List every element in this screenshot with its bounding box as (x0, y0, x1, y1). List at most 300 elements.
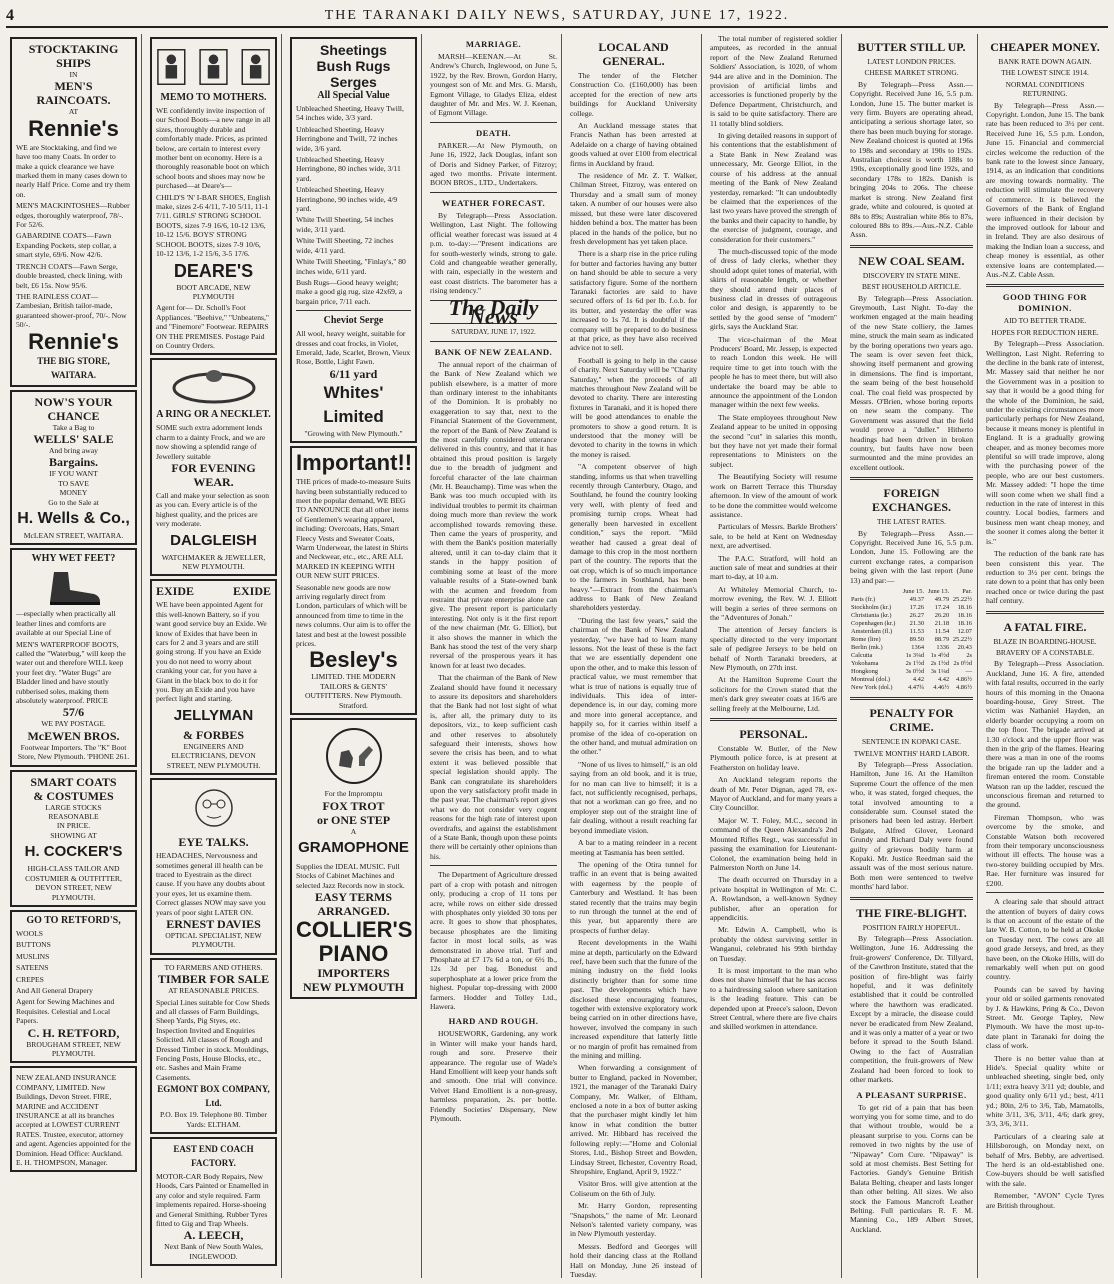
ad-item: White Twill Sheeting, 72 inches wide, 4/11 yard. (296, 236, 394, 255)
section-heading: PERSONAL. (739, 727, 808, 742)
ad-address: Next Bank of New South Wales, INGLEWOOD. (164, 1242, 263, 1261)
ad-heading: MEMO TO MOTHERS. (160, 92, 267, 103)
ad-line: Go to the Sale at (48, 497, 99, 507)
ad-brand: EGMONT BOX COMPANY, Ltd. (157, 1084, 270, 1109)
ad-line: NOW'S YOUR (34, 394, 113, 409)
ad-address: ENGINEERS AND ELECTRICIANS, DEVON STREET, NEW PLYMOUTH. (166, 741, 261, 770)
article-text: To get rid of a pain that has been worrying you for some time, and to do that without trouble, would be a pleasant surprise to you. Corns can be removed in two nights by the use of "Nipaway" Corn Cure. "Nipaway" is sold at most chemists. Best Setting for Factories. Gandy's Genuine British Balata Belting, cheaper and lasts longer than other belting. All sizes. We also stock the Famous Mancroft Leather Belting. Full particulars R. F. M. Manning Co., 189 Albert Street, Auckland. (850, 1102, 973, 1234)
article-paragraph: An Auckland telegram reports the death of Mr. Peter Dignan, aged 78, ex-Mayor of Auckland, and for many years a City Councillor. (710, 775, 837, 813)
ad-item: Unbleached Sheeting, Heavy Herringbone, 80 inches wide, 3/11 yard. (296, 155, 401, 183)
ad-heading: Serges (330, 74, 377, 90)
ad-line: WE PAY POSTAGE. (41, 719, 106, 729)
section-heading: NEW COAL SEAM. (858, 253, 965, 268)
coach-ad (150, 1137, 277, 1266)
table-row (850, 652, 973, 660)
gramophone-dog-illustration (296, 726, 411, 786)
ad-line: AT (68, 107, 79, 117)
article-paragraph: Mr. Harry Gordon, representing "Snapshots," the name of Mr. Leonard Nelson's talented variety company, was in New Plymouth yesterday. (570, 1201, 697, 1239)
article-paragraph: Football is going to help in the cause of charity. Next Saturday will be "Charity Saturday," when the proceeds of all matches throughout New Zealand will be devoted to charity. There are interesting fixtures in Taranaki, and it is hoped there will be good attendances to enable the promoters to show a good return. It is understood that the money will be devoted to charity in the towns in which the money is raised. (570, 355, 697, 459)
ad-text: —especially when practically all leather lines and comforts are available at our Special Line of (16, 609, 116, 638)
table-row (850, 676, 973, 684)
article-text: The Department of Agriculture dressed part of a crop with potash and nitrogen only, producing a crop of 11 tons per acre, while rows on either side dressed with phosphates only yielded 30 tons per acre. It goes to show that phosphates, because phosphates are the limiting factor in most local soils, as was demonstrated in above trial. Turf and Phosphate at £7 17s 6d a ton, or 6½ lb., 12s 3d per bag. Bonedust and superphosphate at a lower price from the highest. Popular top-dressing with 2000 farmers. Hodder and Tolley Ltd., Hawera. (430, 870, 557, 1011)
article-text: A clearing sale that should attract the attention of buyers of dairy cows is that on account of the estate of the late W. B. Cotton, to be held at Okoke on Tuesday next. The cows are all good grade Jerseys, and bred, as they have been, on the Okoke Hills, will do remarkably well when put on good country. (986, 897, 1104, 982)
ad-item: Unbleached Sheeting, Heavy Herringbone, 90 inches wide, 4/9 yard. (296, 185, 398, 214)
table-cell: 2s (966, 652, 972, 660)
article-paragraph: Visitor Bros. will give attention at the Coliseum on the 6th of July. (570, 1179, 697, 1198)
school-shoes-illustration (156, 45, 271, 89)
ad-brand: & FORBES (182, 727, 244, 742)
article-text: By Telegraph—Press Association. Wellington, Last Night. The following official weather forecast was issued at 4 p.m. to-day:—"Present indications are for south-westerly winds, strong to gale. Cold and changeable weather generally, with rain, especially in the western and east coast districts. The barometer has a rising tendency." (430, 210, 557, 296)
ad-heading: TIMBER FOR SALE (157, 972, 270, 987)
article-paragraph: Major W. T. Foley, M.C., second in command of the Queen Alexandra's 2nd Mounted Rifles Regt., was successful in passing the examination for Lieutenant-Colonel, the examination being held in Palmerston North on June 14. (710, 815, 837, 872)
article-text: By Telegraph—Press Association. Wellington, Last Night. Referring to the decline in the bank rate of interest, Mr. Massey said that neither he nor the Government was in a position to say that it would be a good thing for the whole of the Dominion, he said, under the existing circumstances more particularly perhaps for New Zealand, because it means money is plentiful in England. It is a gradually growing cheaper, and as money becomes more plentiful so will trade improve, along with the purchasing power of the people, who are our best customers. Mr. Massey added: "I hope the time will soon come when we shall find a reduction in the rate of interest in this country. Local bodies, farmers and business men want cheap money, and the sooner it comes along the better it is." (986, 339, 1104, 546)
article-paragraph: There is a sharp rise in the price ruling for butter and factories having any butter on hand should be able to secure a very satisfactory figure. Some of the northern Taranaki factories are said to have secured offers of 1s 6d per lb. f.o.b. for its butter, and yesterday the offer was increased to 1s 7d. It is doubtful if the company will be prepared to do business at that price, as they have also received advice not to sell. (570, 249, 697, 353)
ad-text: NEW ZEALAND INSURANCE COMPANY, LIMITED. New Buildings, Devon Street. FIRE, MARINE and ACCIDENT INSURANCE at all its branches accepted at LOWEST CURRENT RATES. Trustee, executor, attorney and agent. Agencies appointed for the Dominion. Head Office: Auckland. E. H. THOMPSON, Manager. (16, 1073, 131, 1168)
ad-brand: DALGLEISH (170, 531, 257, 549)
table-cell: 89.50 (909, 636, 925, 644)
section-subheading: LATEST LONDON PRICES. (867, 57, 956, 66)
ad-address: BOOT ARCADE, NEW PLYMOUTH (176, 282, 251, 301)
table-cell: Montreal (dol.) (851, 676, 891, 684)
ad-brand: H. Wells & Co., (17, 509, 130, 527)
article-paragraph: "A competent observer of high standing, informs us that when travelling recently through Canterbury, Otago, and Southland, he found the country looking very well, with plenty of feed and promising turnip crops. Wheat had generally been harvested in excellent condition," says the report. "Mild weather had caused a great deal of damage to this crop in the most northern part of the country. The reports that the oat crop, which is of so much importance to the farmers in Southland, has been heavy."—Extract from the chairman's address to Bank of New Zealand shareholders yesterday. (570, 462, 697, 613)
ad-line: Take a Bag to (52, 422, 95, 432)
table-cell: 4.42 (937, 676, 950, 684)
insurance-ad (10, 1066, 137, 1172)
ad-item: Unbleached Sheeting, Heavy Twill, 54 inches wide, 3/3 yard. (296, 104, 404, 123)
article-paragraph: The Beautifying Society will resume work on Barrett Terrace this Thursday afternoon. In view of the amount of work to be done the committee would welcome assistance. (710, 472, 837, 519)
table-cell: 17.26 (909, 604, 925, 612)
article-text: By Telegraph—Press Assn.—Copyright. London, June 15. The bank rate has been reduced to 3½ per cent. Received June 16, 5.5 p.m. London, June 15. Financial and commercial circles welcome the reduction of the bank rate to the lowest since January, 1914, as an indication that conditions are moving towards normality. The reduction will stimulate the recovery of commerce. It is believed the Governors of the Bank of England were influenced in their decision by the improved outlook for labour and in Ireland. They are also desirous of making the Indian loan a success, and cheap money is essential, as other extensive loans are contemplated.—Aus.-N.Z. Cable Assn. (986, 100, 1104, 279)
ad-line: WELLS' SALE (33, 431, 114, 446)
ad-item: CREPES (16, 974, 44, 984)
ad-line: Bargains. (48, 455, 98, 470)
table-cell: 4.86½ (956, 684, 972, 692)
table-cell: 3s 0½d (905, 668, 925, 676)
table-cell: 1s 4½d (930, 652, 950, 660)
ad-line: IN PRICE. (56, 821, 91, 831)
masthead-title: THE TARANAKI DAILY NEWS, SATURDAY, JUNE 17, 1922. (324, 8, 790, 23)
cocker-ad (10, 770, 137, 907)
article-paragraph: In giving detailed reasons in support of his contentions that the establishment of a State Bank in New Zealand was unnecessary, Mr. George Elliot, in the course of his address at the annual meeting of the Bank of New Zealand yesterday, remarked: "It can undoubtedly be claimed that the experiences of the last two years have proved the strength of the banks and their capacity to handle, by the exercise of judgment, courage, and consideration for their customers." (710, 131, 837, 244)
table-cell: 17.24 (934, 604, 950, 612)
ad-line: A (350, 826, 357, 836)
ad-brand: McEWEN BROS. (27, 728, 120, 743)
ad-text: Agent for Sewing Machines and Requisites. Celestial and Local Papers. (16, 997, 115, 1026)
column-5 (566, 34, 702, 1278)
table-cell: Rome (lire) (851, 636, 881, 644)
article-paragraph: The total number of registered soldier amputees, as recorded in the annual report of the New Zealand Returned Soldiers' Association, is 1020, of whom 944 are alive and in the Dominion. The provision of artificial limbs and accessories is functioned properly by the Defence Department, Christchurch, and is said to be quite satisfactory. There are 11 totally blind soldiers. (710, 34, 837, 128)
table-cell: 2s 1½d (930, 660, 950, 668)
article-paragraph: A bar to a mating reindeer in a recent meeting at Tasmania has been settled. (570, 838, 697, 857)
ad-item: White Twill Sheeting, "Finlay's," 80 inches wide, 6/11 yard. (296, 257, 406, 276)
table-cell: 26.20 (934, 612, 950, 620)
whites-ad (290, 37, 417, 443)
ad-line: FOX TROT (322, 798, 385, 813)
ad-brand: A. LEECH, (183, 1228, 244, 1243)
ad-item: SATEENS (16, 963, 49, 973)
section-subheading: THE LATEST RATES. (876, 517, 947, 527)
ad-item: BUTTONS (16, 940, 51, 950)
section-subheading: THE LOWEST SINCE 1914. (1001, 68, 1089, 78)
table-row (850, 620, 973, 628)
column-7 (846, 34, 978, 1278)
table-cell: Yokohama (851, 660, 879, 668)
ad-heading: EYE TALKS. (178, 835, 249, 850)
table-cell: Stockholm (kr.) (851, 604, 892, 612)
article-text: The reduction of the bank rate has been consistent this year. The reduction to 3½ per cent. brings the rate down to a point that has only been reached once or twice during the past half century. (986, 549, 1104, 606)
ad-text: Supplies the IDEAL MUSIC. Full Stocks of Cabinet Machines and selected Jazz Records now in stock. (296, 861, 405, 890)
table-cell: 12.07 (957, 628, 972, 636)
ad-brand: JELLYMAN (173, 706, 254, 724)
table-row (850, 644, 973, 652)
section-subheading: BRAVERY OF A CONSTABLE. (996, 647, 1094, 657)
ad-address: WATCHMAKER & JEWELLER, NEW PLYMOUTH. (161, 552, 266, 571)
table-cell: Paris (fr.) (851, 596, 876, 604)
ad-address: OPTICAL SPECIALIST, NEW PLYMOUTH. (165, 930, 262, 950)
column-1 (6, 34, 142, 1278)
ad-line: And bring away (49, 445, 98, 455)
ad-line: LARGE STOCKS (45, 802, 102, 812)
column-3 (286, 34, 422, 1278)
ad-brand: PIANO (318, 941, 389, 967)
ad-text: HEADACHES, Nervousness and sometimes general ill health can be traced to Eyestrain as the direct cause. If you have any doubts about your eyes, let us examine them. Correct glasses NOW may save you years of poor sight LATER ON. (156, 851, 266, 917)
ad-brand: Rennie's (28, 328, 119, 354)
table-cell: 20.43 (957, 644, 972, 652)
table-cell: 21.18 (934, 620, 950, 628)
table-cell: Copenhagen (kr.) (851, 620, 896, 628)
table-header (850, 588, 900, 596)
table-cell: 2s 0½d (953, 660, 972, 668)
wells-ad (10, 390, 137, 546)
section-subheading: BEST HOUSEHOLD ARTICLE. (862, 282, 961, 292)
ad-text: WE have been appointed Agent for this well-known Battery, so if you want good service buy an Exide. We know of Exides that have been in cars for 2 and 3 years and are still going strong. If you have an Exide you do not need to worry about cranking your car, for you have a Giant in the black box to do it for you. Buy an Exide and you have perfect light and starting. (156, 600, 267, 704)
notice-text: PARKER.—At New Plymouth, on June 16, 1922, Jack Douglas, infant son of Doris and Sidney Parker, of Fitzroy; aged two months. Private interment. BOON BROS., LTD., Undertakers. (430, 140, 557, 188)
article-paragraph: The much-discussed topic of the mode of dress of lady clerks, whether they should adopt quiet tones of material, with skirts of reasonable length, or whether they should attend their places of business clad in dresses of outrageous color and design, is apparently to be settled by the good sense of "modern" girls, says the Auckland Star. (710, 246, 837, 332)
article-paragraph: The P.A.C. Stratford, will hold an auction sale of meat and sundries at their mart to-day, at 10 a.m. (710, 553, 837, 582)
table-header: June 15. (902, 588, 925, 596)
ad-line: EXIDE (156, 584, 195, 599)
ad-text: CHILD'S 'N' I-BAR SHOES, English make, sizes 2-6 4/11, 7-10 5/11, 11-1 7/11. GIRLS' STRONG SCHOOL BOOTS, sizes 7-9 16/6, 10-12 13/6, 10-12 15/6. BOYS' STRONG SCHOOL BOOTS, sizes 7-9 10/6, 10-12 13/6, 1-2 15/6, 3-5 17/6. (156, 192, 271, 259)
table-cell: 1s 3¼d (905, 652, 925, 660)
ad-address: McLEAN STREET, WAITARA. (23, 530, 124, 540)
editorial-text: The annual report of the chairman of the Bank of New Zealand which we publish elsewhere, is a matter of more than ordinary interest to the inhabitants of the Dominion. It is probably no exaggeration to say that, next to the Financial Statement of the Government, the report of the Bank of New Zealand is the most carefully considered utterance delivered in this country, and that it has obtained this proud position is largely due to the breadth of judgment and forceful character of the late chairman (Mr. H. Beauchamp). Time was when the Bank was too much occupied with its individual troubles to permit its chairman doing much more than review the work accomplished towards removing these. Then came the years of prosperity, and with them the Bank's position materially altered, until it can to-day claim that it stands in the happy position of combining some at least of the more valuable results of a State-owned bank with the acumen and freedom from restraint that private enterprise alone can give. The present report is particularly interesting. Not only is it the first report of the new chairman (Mr. G. Elliot), but it also shows the manner in which the Bank has stood the test of the very sharp reversal of the prosperous years it has known for at least two decades. (430, 359, 557, 670)
notice-text: MARSH—KEENAN.—At St. Andrew's Church, Inglewood, on June 5, 1922, by the Rev. Brown, Gordon Harry, youngest son of Mr. and Mrs. G. Marsh, Egmont Village, to Gladys Eliza, eldest daughter of Mr. and Mrs. W. J. Keenan, of Egmont Village. (430, 52, 557, 118)
flag-date: SATURDAY, JUNE 17, 1922. (430, 328, 557, 341)
ad-line: AT REASONABLE PRICES. (168, 986, 259, 996)
ad-line: TO FARMERS AND OTHERS. (164, 962, 263, 972)
section-heading: GOOD THING FOR DOMINION. (1002, 292, 1088, 314)
ad-line: FOR EVENING WEAR. (171, 460, 256, 489)
table-cell: Christiania (kr.) (851, 612, 892, 620)
ad-address: P.O. Box 19. Telephone 80. Timber Yards: ELTHAM. (159, 1110, 268, 1129)
ad-line: SHIPS (56, 56, 91, 70)
face-illustration (156, 786, 271, 832)
exchange-table (850, 588, 973, 692)
table-row (850, 684, 973, 692)
table-row (850, 660, 973, 668)
ad-address: HIGH-CLASS TAILOR AND COSTUMIER & OUTFITTER, DEVON STREET, NEW PLYMOUTH. (25, 864, 122, 902)
ad-brand: C. H. RETFORD, (27, 1025, 120, 1040)
ad-line: Rennie's (28, 115, 119, 141)
ad-line: CHANCE (47, 408, 100, 423)
column-6 (706, 34, 842, 1278)
ad-brand: Whites' Limited (323, 382, 384, 426)
article-text: By Telegraph—Press Assn.—Copyright. Received June 16, 5.5 p.m. London, June 15. The butter market is very firm. Buyers are operating ahead, anticipating a serious shortage later, so there has been much buying for storage. New Zealand choicest is quoted at 196s to 198s and secondary at 190s to 192s. Australian choicest is worth 188s to 190s, exceptionally good line 192s, and secondary 178s to 182s. Danish is bringing 204s to 206s. The cheese market is strong. New Zealand first grade, white and coloured, is quoted at 88s to 89s; Australian white 86s to 87s, coloured 88s to 89s.—Aus.-N.Z. Cable Assn. (850, 79, 973, 240)
article-text: HOUSEWORK, Gardening, any work in Winter will make your hands hard, rough and sore. Preserve their appearance. The regular use of Wade's Hand Emollient will keep your hands soft and smooth. One trial will convince. Velvet Hand Emollient is a non-greasy, harmless preparation, 2s. per bottle. Friendly Societies' Dispensary, New Plymouth. (430, 1029, 557, 1124)
section-heading: FOREIGN EXCHANGES. (871, 486, 951, 515)
section-heading: A FATAL FIRE. (1003, 619, 1087, 634)
article-paragraph: Particulars of Messrs. Barkle Brothers' sale, to be held at Kent on Wednesday next, are advertised. (710, 522, 837, 551)
article-paragraph: It is most important to the man who does not shave himself that he has access to a hairdressing saloon where sanitation is the leading feature. This can be depended upon at Preece's saloon, Devon Street Central, where there are five chairs and skilled workmen in attendance. (710, 965, 837, 1032)
article-text: Particulars of a clearing sale at Hillsborough, on Monday next, on behalf of Mrs. Bebby, are advertised. The herd is an old-established one. Cow-buyers should be well satisfied with the sale. (986, 1131, 1104, 1188)
table-cell: 88.79 (934, 636, 950, 644)
colliers-ad (290, 718, 417, 999)
ad-price: 6/11 yard (329, 366, 378, 381)
article-paragraph: At the Hamilton Supreme Court the solicitors for the Crown stated that the men's dark grey sweater coats at 16/6 are selling freely at the Melbourne, Ltd. (710, 675, 837, 713)
table-cell: 49.79 (934, 596, 950, 604)
column-4 (426, 34, 562, 1278)
ad-address: THE BIG STORE, WAITARA. (37, 355, 110, 380)
article-text: Fireman Thompson, who was overcome by the smoke, and Constable Watson both recovered from their temporary unconsciousness without ill effects. The house was a two-storey building occupied by Mrs. Rae. Her furniture was insured for £200. (986, 812, 1104, 888)
mcewen-ad (10, 548, 137, 766)
ad-subheading: Cheviot Serge (323, 315, 384, 327)
article-paragraph: "During the last few years," said the chairman of the Bank of New Zealand yesterday, "we have had to learn many lessons. Not the least of these is the fact that we are essentially dependent one upon the other, and to make this lesson of practical value, we must remember that what is true of nations is equally true of individuals. This idea of inter-dependence is, in our day, coming more and more into general acceptance, and happily so, for it carries within itself a promise of the idea of co-operation on the other hand, and mutual admiration on the other." (570, 615, 697, 757)
article-text: Pounds can be saved by having your old or soiled garments renovated by J. & Hawkins, Pring & Co., Devon Street. Mr. George Tapley, New Plymouth. We have the most up-to-date plant in Taranaki for doing the class of work. (986, 984, 1104, 1051)
table-cell: — (965, 668, 972, 676)
article-text: By Telegraph—Press Association. Auckland, June 16. A fire, attended with fatal results, occurred in the early hours of this morning in the Onaona boarding-house, Grey Street. The victim was Nathaniel Hayden, an elderly boarder occupying a room on the top floor. The brigade arrived at 1.30 o'clock and the upper floor was then in the grip of the flames. Hearing there was a man in one of the rooms the brigade ran up the ladder and a fireman entered the room. Constable Watson ran up the ladder, rescued the unconscious fireman and returned to the ground. (986, 659, 1104, 810)
masthead (6, 6, 1108, 28)
table-cell: Hongkong (851, 668, 878, 676)
table-row (850, 636, 973, 644)
ad-text: Special Lines suitable for Cow Sheds and all classes of Farm Buildings, Sheep Yards, Pig Styes, etc. Inspection Invited and Enquiries Solicited. All classes of Rough and Dressed Timber in stock. Mouldings, Fencing Posts, House Blocks, etc., etc. Sashes and Main Frame Casements. (156, 997, 270, 1082)
table-row (850, 668, 973, 676)
article-paragraph: When forwarding a consignment of butter to England, packed in November, 1921, the manager of the Taranaki Dairy Company, Mr. Walker, of Eltham, enclosed a note in a box of butter asking that the purchaser might kindly let him know in what condition the butter arrived. Mr. Hibbard has received the following reply:—"Home and Colonial Stores, Ltd., Bishop Street and Bowden, Lindsay Street, Ilchester, Coventry Road, Shropshire, England, April 9, 1922." (570, 1063, 697, 1176)
ad-address: LIMITED. THE MODERN TAILORS & GENTS' OUTFITTERS. New Plymouth. Stratford. (304, 672, 403, 710)
article-text: By Telegraph—Press Association. Hamilton, June 16. At the Hamilton Supreme Court the offence of the men who, it was stated, forged cheques, the total involved amounting to a considerable sum. Counsel stated the prisoners had been led astray. Herbert Bulgate, Alfred Glover, Leonard Grundy and Richard Daly were found guilty of grievous bodily harm at Kopaki. Mr. Justice Reedman said the assault was of the most serious nature. Both men were sentenced to twelve months' hard labor. (850, 759, 973, 892)
ad-line: EASY TERMS ARRANGED. (314, 890, 393, 919)
table-cell: 49.37 (909, 596, 925, 604)
ring-illustration (156, 366, 271, 406)
article-paragraph: "None of us lives to himself," is an old saying from an old book, and it is true, for no man can live to himself; it is a fact, not sufficiently recognised, perhaps, that not a workman can go free, and no employer step out of the straight line of fair dealing, without a result reaching far beyond immediate vision. (570, 759, 697, 835)
ad-text: Agent for— Dr. Scholl's Foot Appliances. "Beehive," "Unbeatens," and "Finemore" Footwear. REPAIRS ON THE PREMISES. Postage Paid on Country Orders. (156, 303, 269, 350)
table-cell: 1336 (936, 644, 950, 652)
besley-ad (290, 446, 417, 715)
table-header: Par. (962, 588, 972, 596)
article-paragraph: Recent developments in the Waihi mine at depth, particularly on the Edward reef, have been such that the future of the mining industry on the field looks distinctly brighter than for some time past. The developments which have disclosed these encouraging features, together with extensive exploratory work being carried on in other directions have, however, involved the company in such increased expenditure that latterly little or no margin of profit has remained from the mining and milling. (570, 938, 697, 1061)
ad-line: IF YOU WANT (49, 469, 98, 479)
column-8 (982, 34, 1108, 1278)
section-subheading: SENTENCE IN KOPAKI CASE. (861, 737, 962, 747)
exide-ad (150, 579, 277, 775)
ad-text: THE prices of made-to-measure Suits having been substantially reduced to meet the popular demand, WE BEG TO ANNOUNCE that all other items of Gentlemen's wearing apparel, including: Overcoats, Hats, Smart Fleecy Vests and Sweater Coats, Warm Underwear, the latest in Shirts and Neckwear, etc., etc., ARE ALL MARKED IN KEEPING WITH OUR NEW SUIT PRICES. (296, 477, 411, 581)
article-paragraph: An Auckland message states that Francis Nathan has been arrested at Adelaide on a charge of having obtained goods valued at over £100 from electrical firms in Auckland by fraud. (570, 121, 697, 168)
ad-address: Footwear Importers. The "K" Boot Store, New Plymouth. 'PHONE 261. (17, 742, 130, 762)
section-heading: HARD AND ROUGH. (448, 1016, 539, 1027)
ad-item: Unbleached Sheeting, Heavy Herringbone and Twill, 72 inches wide, 3/6 yard. (296, 124, 398, 153)
ad-line: STOCKTAKING (28, 42, 119, 56)
article-paragraph: The vice-chairman of the Meat Producers' Board, Mr. Jessep, is expected to reach London this week. He will require time to get into touch with the people he has to meet there, but will also undertake the board may be able to announce the appointment of the London manager within the next few weeks. (710, 334, 837, 410)
section-heading: THE FIRE-BLIGHT. (856, 905, 967, 920)
ad-line: IMPORTERS (317, 966, 390, 981)
article-text: Remember, "AVON" Cycle Tyres are British throughout. (986, 1191, 1104, 1210)
section-heading: MARRIAGE. (465, 39, 522, 49)
editorial-text: That the chairman of the Bank of New Zealand should have found it necessary to assure its depositors and shareholders that the Bank had not lost sight of what is, after all, the primary duty to its depositors, viz., to keep sufficient cash and other reserves to absolutely safeguard their interests, shows how severe the crisis has been, and to what extent it was believed possible that special legislation should apply. The Bank can congratulate its shareholders upon the very satisfactory profit made in the past year. The chairman's report gives what we do not consider very cogent reasons for the high rate of interest upon overdrafts, and against the establishment of a State Bank, though upon these points there will be certainly other opinions than his. (430, 673, 557, 861)
ad-heading: Sheetings (320, 42, 387, 58)
table-row (850, 596, 973, 604)
table-cell: 18.16 (957, 604, 972, 612)
timber-ad (150, 958, 277, 1134)
table-cell: 3s 1¼d (930, 668, 950, 676)
article-text: By Telegraph—Press Association. Greymouth, Last Night. To-day the workmen engaged at the main heading of the new State colliery, the James mine, struck the main seam as indicated by the boring operations two years ago. The seam is over seven feet thick, showing itself permanent and growing in dimensions. The find is important, the seam being of the best household coal. The coal field was prospected by Messrs. O'Brien, whose boring reports on new seam the company. The Government was assured that the field would prove a "duller." Hitherto headings had been driven in broken country, but faults have now been surmounted and the mine provides an excellent outlook. (850, 293, 973, 472)
ad-item: MUSLINS (16, 951, 50, 961)
article-paragraph: The attention of Jersey fanciers is specially directed to the very important sale of pedigree Jerseys to be held on behalf of North Taranaki breeders, at New Plymouth, on 27th inst. (710, 625, 837, 672)
section-heading: DEATH. (475, 127, 512, 138)
table-cell: 26.27 (909, 612, 925, 620)
ad-line: & COSTUMES (33, 788, 114, 803)
table-cell: 1364 (911, 644, 925, 652)
ad-heading: Important!! (296, 450, 413, 476)
page-number: 4 (6, 7, 14, 24)
ad-item: Bush Rugs—Good heavy weight; make a good gig rug, size 42x69, a bargain price, 7/11 each. (296, 277, 403, 306)
ad-text: WE confidently invite inspection of our School Boots—a new range in all sizes, thoroughly durable and comfortably made. Prices, as printed below, are certain to interest every mother bent on economy. Here is a thoroughly reasonable boot on which school boots and shoes may now be purchased—at Deare's— (156, 106, 271, 191)
article-paragraph: The State employees throughout New Zealand appear to be united in opposing the second "cut" in salaries this month, but they have not yet made their formal representations to Ministers on the subject. (710, 412, 837, 469)
table-cell: 18.16 (957, 620, 972, 628)
article-paragraph: The death occurred on Thursday in a private hospital in Wellington of Mr. C. A. Rowlandson, a well-known Sydney publisher, after an operation for appendicitis. (710, 875, 837, 922)
ad-line: NEW PLYMOUTH (302, 980, 404, 995)
ad-heading: Bush Rugs (316, 58, 391, 74)
ad-line: MEN'S RAINCOATS. (36, 79, 111, 108)
ad-brand: H. COCKER'S (24, 843, 123, 861)
section-subheading: NORMAL CONDITIONS RETURNING. (1005, 79, 1085, 99)
table-cell: 4.86½ (956, 676, 972, 684)
ad-heading: GO TO RETFORD'S, (26, 914, 121, 926)
ad-text: Call and make your selection as soon as you can. Every article is of the highest quality, and the prices are very moderate. (156, 490, 270, 529)
article-paragraph: The tender of the Fletcher Construction Co. (£160,000) has been accepted for the erection of new arts buildings for Auckland University college. (570, 71, 697, 118)
ad-brand: DEARE'S (173, 260, 254, 281)
section-subheading: BANK RATE DOWN AGAIN. (998, 57, 1092, 66)
ad-line: SMART COATS (30, 774, 117, 789)
table-cell: 4.47¾ (908, 684, 925, 692)
article-text: There is no better value than at Hide's. Special quality white or unbleached sheeting, single bed, only 1/11; extra heavy 3/11 yd; double, and good quality only 6/11 yd.; best, 4/11 yd.; 80in, 2/6 to 3/6, Tab, Mamatolls, white 3/11, 3/6, 3/11, 4/6; dark grey, 3/3, 3/6, 3/11. (986, 1053, 1104, 1129)
table-header-row (850, 588, 973, 596)
ad-text: All wool, heavy weight, suitable for dresses and coat frocks, in Violet, Emerald, Jade, Scarlet, Brown, Vieux Rose, Bottle, Light Fawn. (296, 329, 411, 367)
ad-line: IN (69, 70, 78, 79)
section-subheading: BLAZE IN BOARDING-HOUSE. (993, 636, 1097, 646)
table-row (850, 612, 973, 620)
ad-item: And All General Drapery (16, 985, 93, 995)
table-cell: Amsterdam (fl.) (851, 628, 893, 636)
column-2 (146, 34, 282, 1278)
section-heading: WEATHER FORECAST. (441, 197, 546, 208)
ad-line: or ONE STEP (316, 812, 391, 827)
ad-heading: GRAMOPHONE (298, 838, 409, 856)
article-paragraph: The opening of the Otira tunnel for traffic in an event that is being awaited with eagerness by the people of Canterbury and Westland. It has been stated recently that the trains may begin to run through the tunnel at the end of this year, but apparently there are prospects of further delay. (570, 859, 697, 935)
section-heading: A PLEASANT SURPRISE. (856, 1089, 967, 1100)
section-subheading: HOPES FOR REDUCTION HERE. (991, 327, 1099, 337)
ad-line: EXIDE (232, 584, 271, 599)
ad-brand: ERNEST DAVIES (166, 916, 261, 931)
table-cell: 18.16 (957, 612, 972, 620)
section-heading: LOCAL AND GENERAL. (598, 40, 669, 68)
table-cell: 4.46½ (933, 684, 950, 692)
boot-illustration (16, 568, 131, 606)
section-heading: BUTTER STILL UP. (857, 40, 966, 54)
article-text: By Telegraph—Press Assn.—Copyright. Received June 16, 5.5 p.m. London, June 15. Following are the current exchange rates, a comparison being given with the last report (June 13) and par:— (850, 528, 973, 585)
ad-text: THE RAINLESS COAT—Zambesian, British tailor-made, guaranteed shower-proof, 70/-. Now 50/-. (16, 291, 127, 330)
ad-heading: WHY WET FEET? (31, 553, 116, 565)
retford-ad (10, 910, 137, 1063)
ad-text: WE are Stocktaking, and find we have too many Coats. In order to make a quick clearance we have marked them in many cases down to nearly Half Price. Come and try them on. (16, 142, 131, 199)
ad-text: MOTOR-CAR Body Repairs, New Hoods, Cars Painted or Enamelled in any color and style required. Farm implements repaired. Horse-shoeing and General Smithing. Rubber Tyres fitted to Gig and Trap Wheels. (156, 1172, 269, 1229)
article-paragraph: Constable W. Butler, of the New Plymouth police force, is at present at Featherston on holiday leave. (710, 744, 837, 772)
article-paragraph: Mr. Edwin A. Campbell, who is probably the oldest surviving settler in Wanganui, celebrated his 99th birthday on Tuesday. (710, 925, 837, 963)
table-cell: 21.30 (909, 620, 925, 628)
ad-text: TRENCH COATS—Fawn Serge, double breasted, check lining, with belt, £6 15s. Now 95/6. (16, 261, 123, 290)
newspaper-flag: The Daily News (430, 300, 557, 325)
table-cell: Calcutta (851, 652, 873, 660)
davies-ad (150, 778, 277, 955)
section-subheading: CHEESE MARKET STRONG. (864, 68, 959, 78)
table-cell: 25.22½ (952, 596, 972, 604)
ad-line: REASONABLE (48, 812, 99, 822)
ad-text: SOME such extra adornment lends charm to a dainty Frock, and we are now showing a splendid range of Jewellery suitable (156, 423, 266, 461)
ad-line: SHOWING AT (50, 830, 97, 840)
section-heading: PENALTY FOR CRIME. (869, 706, 954, 735)
ad-address: BROUGHAM STREET, NEW PLYMOUTH. (26, 1039, 121, 1058)
ad-price: 57/6 (62, 705, 85, 720)
dalgleish-ad (150, 358, 277, 576)
ad-item: White Twill Sheeting, 54 inches wide, 3/11 yard. (296, 215, 394, 234)
table-cell: 25.22½ (952, 636, 972, 644)
ad-brand: Besley's (309, 647, 398, 673)
table-cell: 11.53 (909, 628, 925, 636)
table-cell: Berlin (mk.) (851, 644, 883, 652)
ad-address: "Growing with New Plymouth." (304, 428, 403, 438)
article-paragraph: At Whiteley Memorial Church, to-morrow evening, the Rev. W. J. Elliott will begin a series of three sermons on the "Adventures of Jonah." (710, 584, 837, 622)
table-header: June 13. (927, 588, 950, 596)
article-paragraph: The residence of Mr. Z. T. Walker, Chilman Street, Fitzroy, was entered on Thursday and a small sum of money taken. A number of our houses were also missed, but these were later discovered hidden behind a box. The matter has been placed in the hands of the police, but no fresh development has yet taken place. (570, 171, 697, 246)
ad-brand: COLLIER'S (296, 917, 413, 943)
table-cell: 11.54 (935, 628, 950, 636)
article-paragraph: Messrs. Bedford and Georges will hold their dancing class at the Rolland Hall on Monday, June 26 instead of Tuesday. (570, 1241, 697, 1278)
ad-text: GABARDINE COATS—Fawn Expanding Pockets, step collar, a smart style, 69/6. Now 42/6. (16, 231, 117, 260)
section-subheading: DISCOVERY IN STATE MINE. (862, 270, 961, 280)
section-subheading: AID TO BETTER TRADE. (1003, 316, 1087, 326)
ad-subheading: All Special Value (317, 90, 390, 101)
ad-line: For the Impromptu (324, 789, 383, 799)
ad-heading: EAST END COACH FACTORY. (173, 1144, 254, 1169)
table-cell: New York (dol.) (851, 684, 893, 692)
section-heading: CHEAPER MONEY. (990, 40, 1100, 54)
ad-text: MEN'S WATERPROOF BOOTS, called the "Waterbug," will keep the water out and therefore WILL keep your feet dry. "Water Bugs" are Bladder lined and have stoutly rubberised soles, making them absolutely waterproof. PRICE (16, 639, 126, 706)
section-subheading: POSITION FAIRLY HOPEFUL. (862, 922, 961, 932)
table-row (850, 604, 973, 612)
table-row (850, 628, 973, 636)
ad-text: MEN'S MACKINTOSHES—Rubber edges, thoroughly waterproof, 78/-. For 52/6. (16, 201, 130, 230)
ad-line: TO SAVE (58, 478, 89, 488)
article-text: By Telegraph—Press Association. Wellington, June 16. Addressing the fruit-growers' Conference, Dr. Tillyard, of the Cawthron Institute, stated that the position of fire-blight was fairly hopeful, and it was definitely established that it could be controlled where the hawthorn was eradicated. Except by a miracle, the disease could never be eradicated from New Zealand, and it was only a matter of a year or two before it spread to the South Island. Owing to the fact of Australian competition, the fruit-growers of New Zealand had been forced to look to other markets. (850, 934, 973, 1085)
rennie-ad (10, 37, 137, 387)
editorial-heading: BANK OF NEW ZEALAND. (434, 346, 553, 357)
table-cell: 4.42 (912, 676, 925, 684)
ad-line: MONEY (59, 488, 88, 498)
section-subheading: TWELVE MONTHS' HARD LABOR. (853, 748, 970, 758)
deare-ad (150, 37, 277, 355)
ad-text: Seasonable new goods are now arriving regularly direct from London, particulars of which will be announced from time to time in the news columns. Our aim is to offer the latest and best at the lowest possible prices. (296, 582, 411, 649)
ad-heading: A RING OR A NECKLET. (156, 409, 271, 421)
table-cell: 2s 1½d (905, 660, 925, 668)
